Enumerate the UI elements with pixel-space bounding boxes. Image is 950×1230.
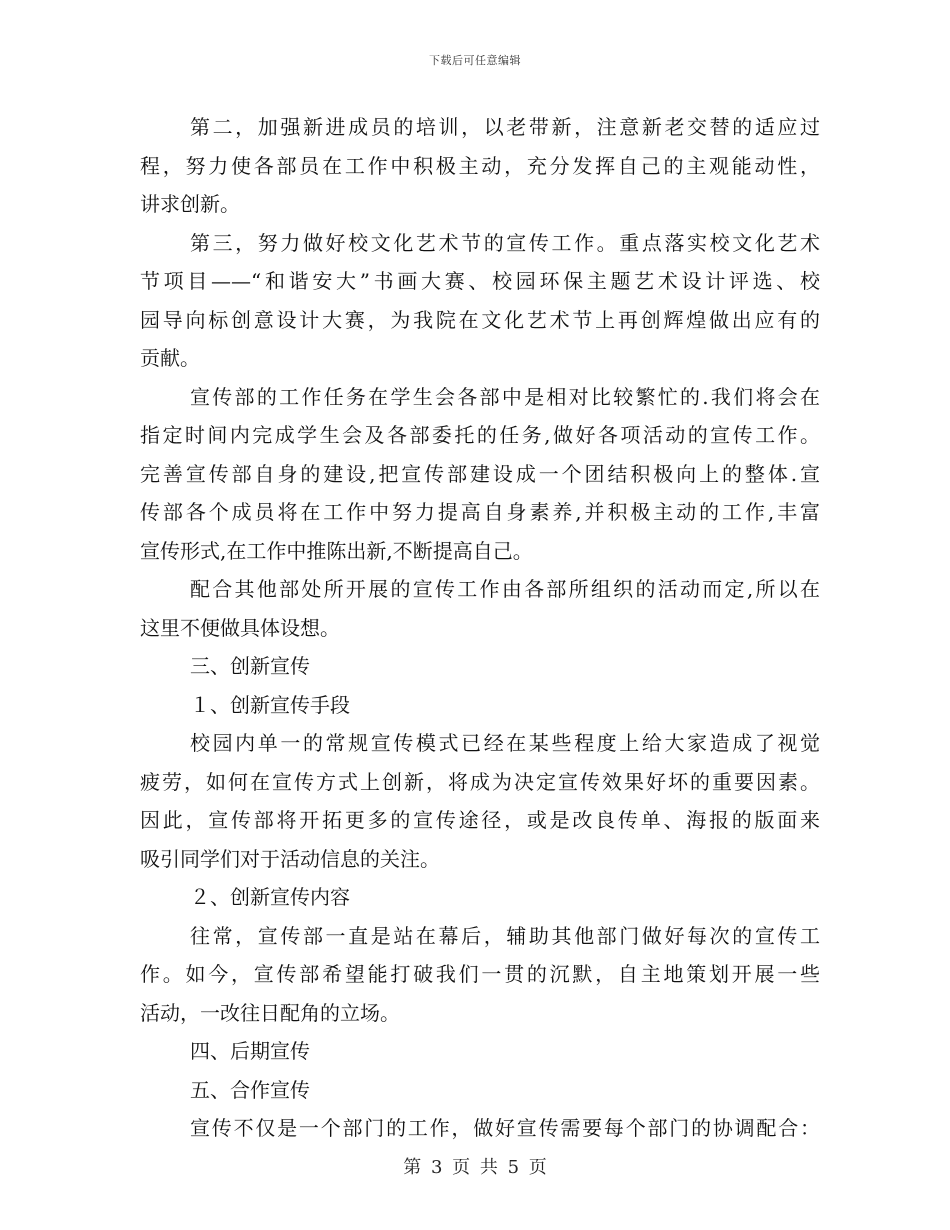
- document-body: [140, 108, 820, 1148]
- section-heading: 三、创新宣传: [190, 654, 310, 678]
- page-header: 下载后可任意编辑: [429, 54, 521, 67]
- paragraph-line: 这里不便做具体设想。: [140, 615, 340, 640]
- paragraph-line: 贡献。: [140, 346, 200, 370]
- paragraph-line: 疲劳，如何在宣传方式上创新，将成为决定宣传效果好坏的重要因素。: [140, 769, 820, 794]
- paragraph-line: 讲求创新。: [140, 192, 240, 216]
- section-heading: 四、后期宣传: [190, 1039, 310, 1063]
- paragraph-line: 园导向标创意设计大赛，为我院在文化艺术节上再创辉煌做出应有的: [140, 307, 820, 332]
- paragraph-line: 校园内单一的常规宣传模式已经在某些程度上给大家造成了视觉: [190, 731, 820, 755]
- paragraph-line: 第二，加强新进成员的培训，以老带新，注意新老交替的适应过: [190, 115, 820, 139]
- page-footer: 第 3 页 共 5 页: [403, 1157, 547, 1178]
- paragraph-line: 指定时间内完成学生会及各部委托的任务,做好各项活动的宣传工作。: [140, 423, 820, 447]
- subsection-heading: １、创新宣传手段: [190, 692, 350, 717]
- subsection-heading: ２、创新宣传内容: [190, 885, 350, 909]
- paragraph-line: 往常，宣传部一直是站在幕后，辅助其他部门做好每次的宣传工: [190, 923, 820, 948]
- paragraph-line: 宣传部的工作任务在学生会各部中是相对比较繁忙的.我们将会在: [190, 384, 820, 409]
- paragraph-line: 吸引同学们对于活动信息的关注。: [140, 846, 440, 871]
- paragraph-line: 程，努力使各部员在工作中积极主动，充分发挥自己的主观能动性，: [140, 153, 820, 178]
- paragraph-line: 活动，一改往日配角的立场。: [140, 1000, 400, 1025]
- paragraph-line: 配合其他部处所开展的宣传工作由各部所组织的活动而定,所以在: [190, 577, 820, 601]
- paragraph-line: 因此，宣传部将开拓更多的宣传途径，或是改良传单、海报的版面来: [140, 808, 820, 832]
- paragraph-line: 传部各个成员将在工作中努力提高自身素养,并积极主动的工作,丰富: [140, 500, 820, 524]
- section-heading: 五、合作宣传: [190, 1077, 310, 1102]
- paragraph-line: 完善宣传部自身的建设,把宣传部建设成一个团结积极向上的整体.宣: [140, 461, 820, 486]
- paragraph-line: 节项目——“和谐安大”书画大赛、校园环保主题艺术设计评选、校: [140, 269, 820, 293]
- paragraph-line: 作。如今，宣传部希望能打破我们一贯的沉默，自主地策划开展一些: [140, 962, 820, 986]
- paragraph-line: 宣传不仅是一个部门的工作，做好宣传需要每个部门的协调配合：: [190, 1116, 820, 1140]
- paragraph-line: 宣传形式,在工作中推陈出新,不断提高自己。: [140, 538, 533, 563]
- paragraph-line: 第三，努力做好校文化艺术节的宣传工作。重点落实校文化艺术: [190, 230, 820, 255]
